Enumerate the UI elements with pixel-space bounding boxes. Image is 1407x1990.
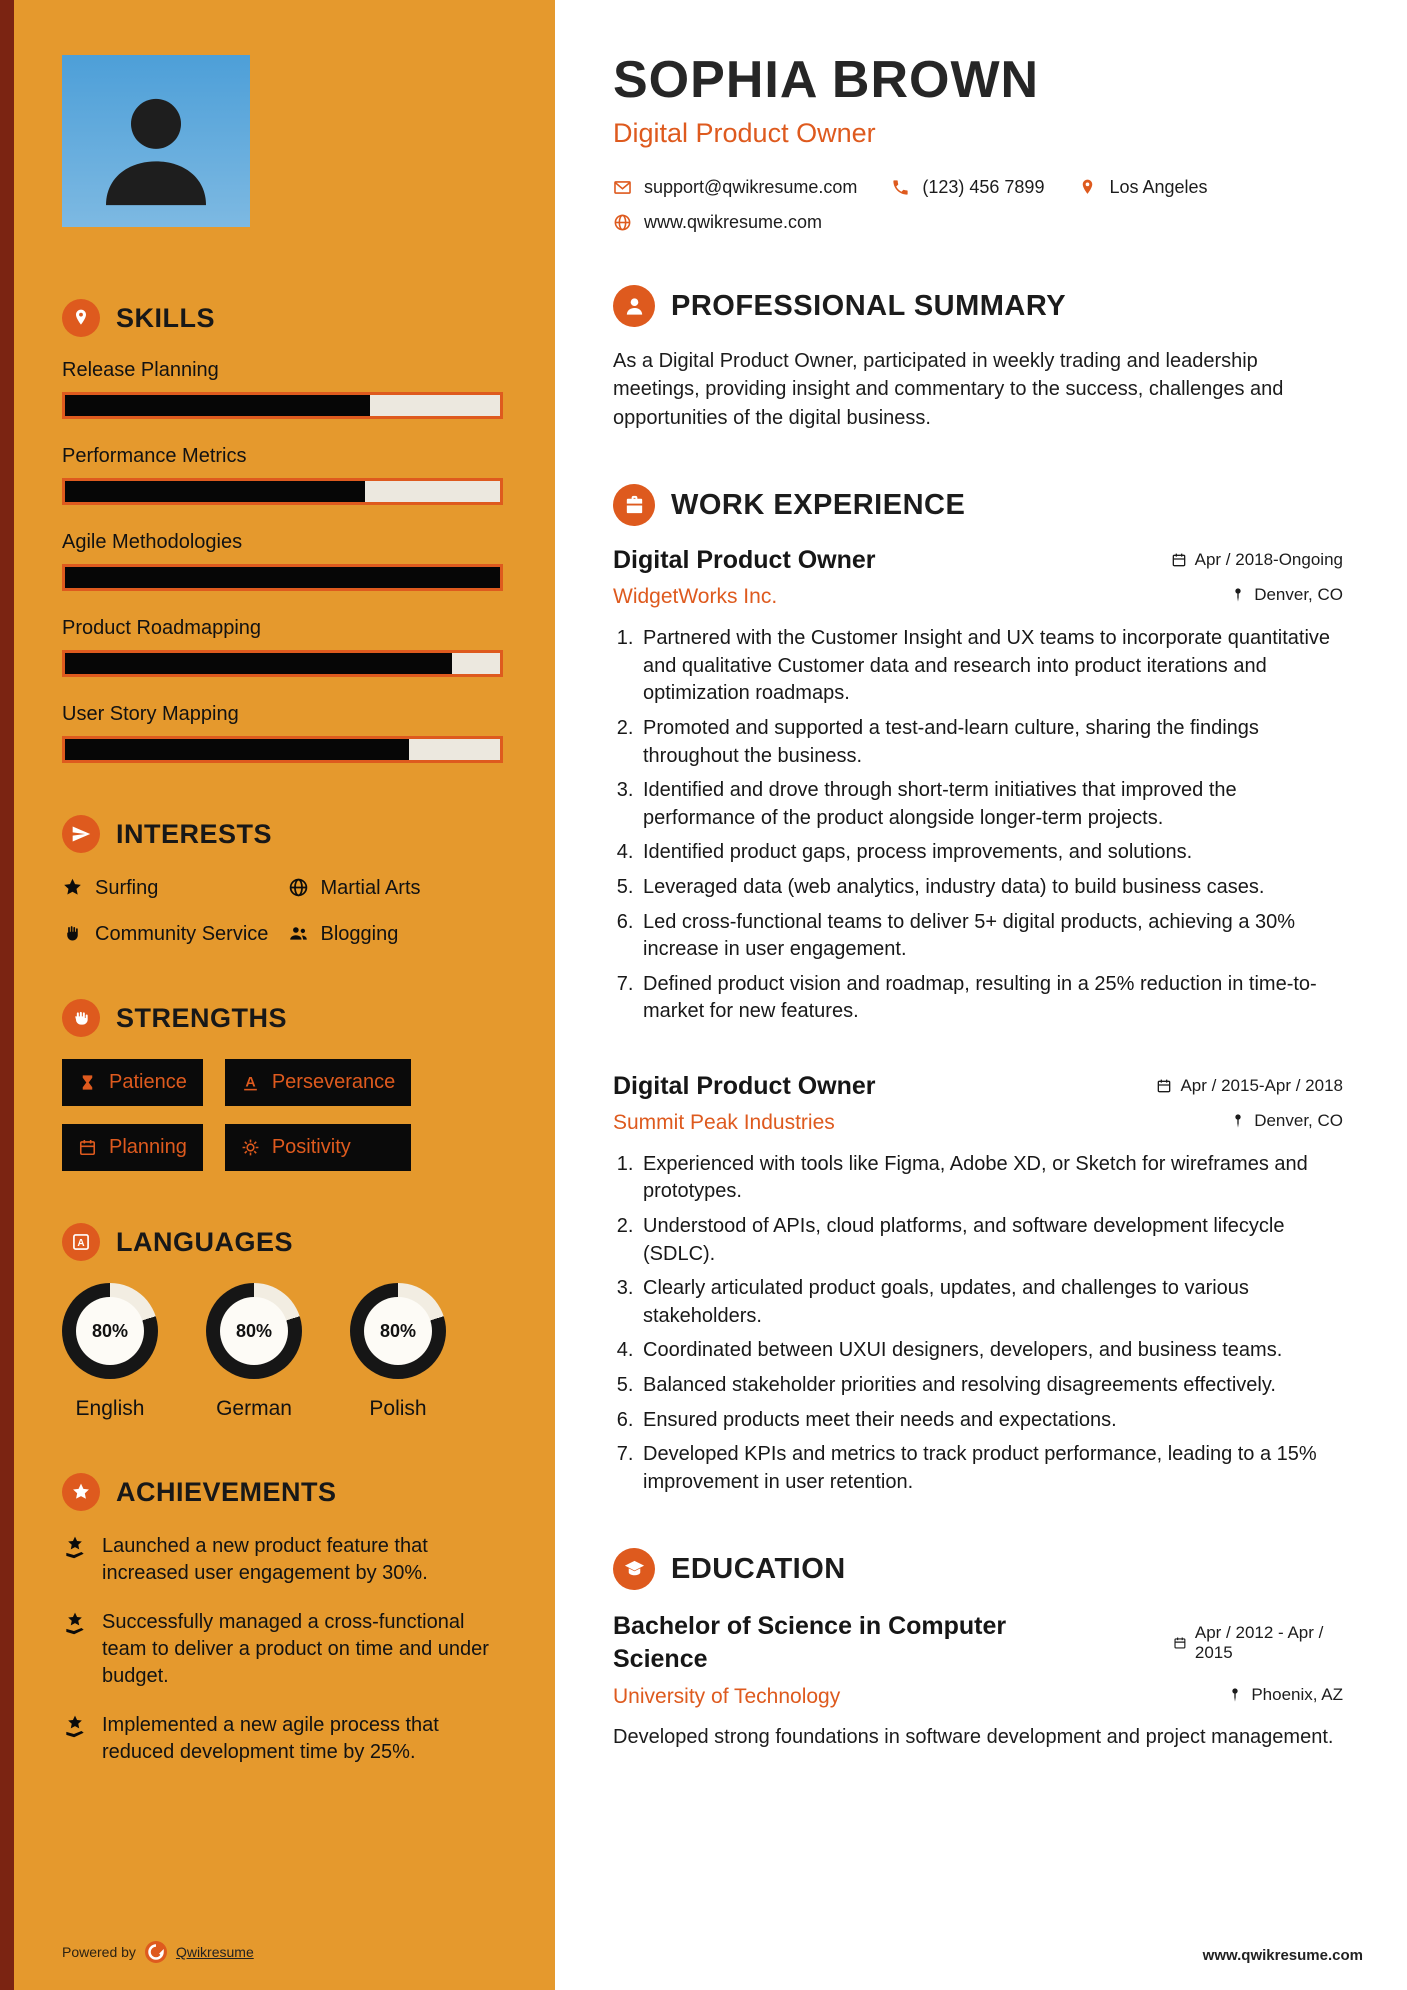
skill-label: Agile Methodologies bbox=[62, 531, 243, 553]
person-silhouette-icon bbox=[81, 77, 231, 227]
sidebar bbox=[14, 0, 555, 1990]
globe-icon bbox=[288, 877, 309, 898]
skill-bar bbox=[62, 392, 503, 419]
left-accent-stripe bbox=[0, 0, 14, 1990]
experience-bullet: 5. Leveraged data (web analytics, industry data) to build business cases. bbox=[639, 874, 1343, 902]
skill-bar bbox=[62, 564, 503, 591]
qwikresume-link[interactable]: Qwikresume bbox=[175, 1944, 254, 1960]
job-company: WidgetWorks Inc. bbox=[613, 585, 778, 609]
achievement-text: Launched a new product feature that increased user engagement by 30%. bbox=[102, 1535, 428, 1584]
work-icon bbox=[613, 484, 655, 526]
strength-label: Planning bbox=[109, 1136, 187, 1158]
interest-label: Blogging bbox=[320, 923, 399, 945]
achievement-text: Successfully managed a cross-functional team to deliver a product on time and under budget. bbox=[102, 1611, 489, 1687]
language-donut bbox=[62, 1283, 158, 1379]
contact-block bbox=[613, 177, 1333, 233]
experience-bullet: 4. Coordinated between UXUI designers, developers, and business teams. bbox=[639, 1337, 1343, 1365]
interest-label: Surfing bbox=[95, 877, 159, 899]
interest-label: Community Service bbox=[95, 923, 269, 945]
skill-bar-fill bbox=[65, 567, 500, 588]
powered-by-label: Powered by bbox=[62, 1944, 136, 1960]
email-value[interactable]: support@qwikresume.com bbox=[644, 177, 858, 197]
experience-bullet: 5. Balanced stakeholder priorities and resolving disagreements effectively. bbox=[639, 1372, 1343, 1400]
interests-section bbox=[62, 815, 503, 947]
main-content bbox=[555, 0, 1407, 1990]
star-icon bbox=[62, 877, 83, 898]
calendar-icon bbox=[1156, 1078, 1172, 1094]
languages-header bbox=[62, 1223, 503, 1261]
education-header bbox=[613, 1548, 1343, 1590]
language-donut bbox=[350, 1283, 446, 1379]
pushpin-icon bbox=[1230, 587, 1246, 603]
job-bullets bbox=[639, 625, 1343, 1026]
education-school: University of Technology bbox=[613, 1685, 841, 1709]
calendar-icon bbox=[1171, 552, 1187, 568]
language-percent: 80% bbox=[220, 1297, 288, 1365]
education-dates: Apr / 2012 - Apr / 2015 bbox=[1173, 1610, 1343, 1675]
location-value: Los Angeles bbox=[1109, 177, 1208, 197]
contact-location bbox=[1078, 177, 1207, 198]
interest-item bbox=[288, 921, 504, 947]
font-icon bbox=[241, 1073, 260, 1092]
skill-bar-fill bbox=[65, 653, 452, 674]
achievements-icon bbox=[62, 1473, 100, 1511]
summary-title: PROFESSIONAL SUMMARY bbox=[671, 289, 1067, 322]
skill-label: User Story Mapping bbox=[62, 703, 239, 725]
experience-section bbox=[613, 484, 1343, 1496]
gear-icon bbox=[241, 1138, 260, 1157]
contact-email[interactable] bbox=[613, 177, 857, 198]
skills-header bbox=[62, 299, 503, 337]
summary-header bbox=[613, 285, 1343, 327]
skill-bar bbox=[62, 650, 503, 677]
experience-bullet: 1. Partnered with the Customer Insight and UX teams to incorporate quantitative and qualitative Customer data and research into product iterations and optimization roadmaps. bbox=[639, 625, 1343, 708]
phone-value: (123) 456 7899 bbox=[922, 177, 1045, 197]
profile-photo bbox=[62, 55, 250, 227]
skill-bar bbox=[62, 478, 503, 505]
skill-bar-fill bbox=[65, 395, 370, 416]
language-label: Polish bbox=[369, 1397, 427, 1420]
language-label: German bbox=[216, 1397, 292, 1420]
languages-section bbox=[62, 1223, 503, 1421]
candidate-name: SOPHIA BROWN bbox=[613, 51, 1040, 109]
achievements-header bbox=[62, 1473, 503, 1511]
experience-bullet: 6. Led cross-functional teams to deliver 5+ digital products, achieving a 30% increase in user engagement. bbox=[639, 909, 1343, 964]
strength-badge bbox=[62, 1059, 203, 1106]
pushpin-icon bbox=[1227, 1687, 1243, 1703]
experience-bullet: 1. Experienced with tools like Figma, Adobe XD, or Sketch for wireframes and prototypes. bbox=[639, 1151, 1343, 1206]
experience-bullet: 6. Ensured products meet their needs and expectations. bbox=[639, 1407, 1343, 1435]
skill-bar bbox=[62, 736, 503, 763]
experience-header bbox=[613, 484, 1343, 526]
job-company: Summit Peak Industries bbox=[613, 1110, 835, 1134]
skill-item bbox=[62, 445, 503, 505]
interest-item bbox=[62, 875, 278, 901]
language-percent: 80% bbox=[364, 1297, 432, 1365]
location-pin-icon bbox=[1078, 178, 1097, 197]
education-section bbox=[613, 1548, 1343, 1751]
hand-star-icon bbox=[62, 1535, 88, 1561]
strength-badge bbox=[225, 1059, 411, 1106]
skill-item bbox=[62, 703, 503, 763]
language-percent: 80% bbox=[76, 1297, 144, 1365]
calendar-icon bbox=[78, 1138, 97, 1157]
skill-item bbox=[62, 617, 503, 677]
education-icon bbox=[613, 1548, 655, 1590]
languages-title: LANGUAGES bbox=[116, 1226, 294, 1257]
contact-website[interactable] bbox=[613, 212, 1333, 233]
skill-bar-fill bbox=[65, 481, 365, 502]
achievements-section bbox=[62, 1473, 503, 1766]
skill-bar-fill bbox=[65, 739, 409, 760]
job-role: Digital Product Owner bbox=[613, 1071, 876, 1100]
interests-header bbox=[62, 815, 503, 853]
job-entry bbox=[613, 1072, 1343, 1497]
skill-label: Release Planning bbox=[62, 359, 219, 381]
calendar-icon bbox=[1173, 1635, 1187, 1651]
website-value[interactable]: www.qwikresume.com bbox=[644, 212, 823, 232]
users-icon bbox=[288, 923, 309, 944]
education-description: Developed strong foundations in software development and project management. bbox=[613, 1726, 1334, 1749]
strength-label: Perseverance bbox=[271, 1071, 396, 1093]
skills-icon bbox=[62, 299, 100, 337]
job-entry bbox=[613, 546, 1343, 1026]
strength-label: Positivity bbox=[271, 1136, 351, 1158]
language-label: English bbox=[75, 1397, 145, 1420]
sidebar-footer bbox=[62, 1940, 254, 1964]
skill-label: Performance Metrics bbox=[62, 445, 247, 467]
languages-icon bbox=[62, 1223, 100, 1261]
strengths-icon bbox=[62, 999, 100, 1037]
strengths-title: STRENGTHS bbox=[116, 1002, 288, 1033]
skills-title: SKILLS bbox=[116, 302, 216, 333]
hand-star-icon bbox=[62, 1611, 88, 1637]
experience-bullet: 3. Identified and drove through short-term initiatives that improved the performance of the product alongside longer-term projects. bbox=[639, 777, 1343, 832]
hand-icon bbox=[62, 923, 83, 944]
education-title: EDUCATION bbox=[671, 1552, 846, 1585]
globe-icon bbox=[613, 213, 632, 232]
strength-label: Patience bbox=[109, 1071, 187, 1093]
strengths-section bbox=[62, 999, 503, 1171]
job-bullets bbox=[639, 1151, 1343, 1497]
job-dates: Apr / 2018-Ongoing bbox=[1171, 550, 1343, 570]
summary-text: As a Digital Product Owner, participated in weekly trading and leadership meetings, providing insight and commentary to the success, challenges and opportunities of the digital business. bbox=[613, 350, 1284, 429]
interest-item bbox=[62, 921, 278, 947]
achievement-text: Implemented a new agile process that reduced development time by 25%. bbox=[102, 1714, 439, 1763]
education-degree: Bachelor of Science in Computer Science bbox=[613, 1612, 1007, 1673]
phone-icon bbox=[891, 178, 910, 197]
experience-title: WORK EXPERIENCE bbox=[671, 488, 966, 521]
experience-bullet: 2. Promoted and supported a test-and-learn culture, sharing the findings throughout the business. bbox=[639, 715, 1343, 770]
skills-section bbox=[62, 299, 503, 763]
language-donut bbox=[206, 1283, 302, 1379]
interest-label: Martial Arts bbox=[320, 877, 421, 899]
interests-title: INTERESTS bbox=[116, 818, 273, 849]
experience-bullet: 7. Developed KPIs and metrics to track product performance, leading to a 15% improvement in user retention. bbox=[639, 1441, 1343, 1496]
job-role: Digital Product Owner bbox=[613, 546, 876, 575]
qwikresume-logo-icon bbox=[144, 1940, 168, 1964]
strength-badge bbox=[225, 1124, 411, 1171]
strengths-header bbox=[62, 999, 503, 1037]
hand-star-icon bbox=[62, 1714, 88, 1740]
experience-bullet: 4. Identified product gaps, process improvements, and solutions. bbox=[639, 839, 1343, 867]
job-dates: Apr / 2015-Apr / 2018 bbox=[1156, 1076, 1343, 1096]
mail-icon bbox=[613, 178, 632, 197]
language-item bbox=[206, 1283, 302, 1421]
achievement-item bbox=[62, 1712, 503, 1766]
language-item bbox=[62, 1283, 158, 1421]
strength-badge bbox=[62, 1124, 203, 1171]
education-location: Phoenix, AZ bbox=[1227, 1685, 1343, 1705]
experience-bullet: 7. Defined product vision and roadmap, resulting in a 25% reduction in time-to-market for new features. bbox=[639, 971, 1343, 1026]
contact-phone[interactable] bbox=[891, 177, 1044, 198]
interest-item bbox=[288, 875, 504, 901]
pushpin-icon bbox=[1230, 1113, 1246, 1129]
skill-label: Product Roadmapping bbox=[62, 617, 262, 639]
skill-item bbox=[62, 359, 503, 419]
candidate-title: Digital Product Owner bbox=[613, 118, 876, 148]
achievement-item bbox=[62, 1533, 503, 1587]
job-location: Denver, CO bbox=[1230, 585, 1343, 605]
experience-bullet: 2. Understood of APIs, cloud platforms, and software development lifecycle (SDLC). bbox=[639, 1213, 1343, 1268]
summary-section bbox=[613, 285, 1343, 432]
interests-icon bbox=[62, 815, 100, 853]
skill-item bbox=[62, 531, 503, 591]
job-location: Denver, CO bbox=[1230, 1111, 1343, 1131]
hourglass-icon bbox=[78, 1073, 97, 1092]
summary-icon bbox=[613, 285, 655, 327]
achievements-title: ACHIEVEMENTS bbox=[116, 1476, 337, 1507]
language-item bbox=[350, 1283, 446, 1421]
achievement-item bbox=[62, 1609, 503, 1690]
experience-bullet: 3. Clearly articulated product goals, updates, and challenges to various stakeholders. bbox=[639, 1275, 1343, 1330]
footer-website: www.qwikresume.com bbox=[1202, 1947, 1363, 1964]
